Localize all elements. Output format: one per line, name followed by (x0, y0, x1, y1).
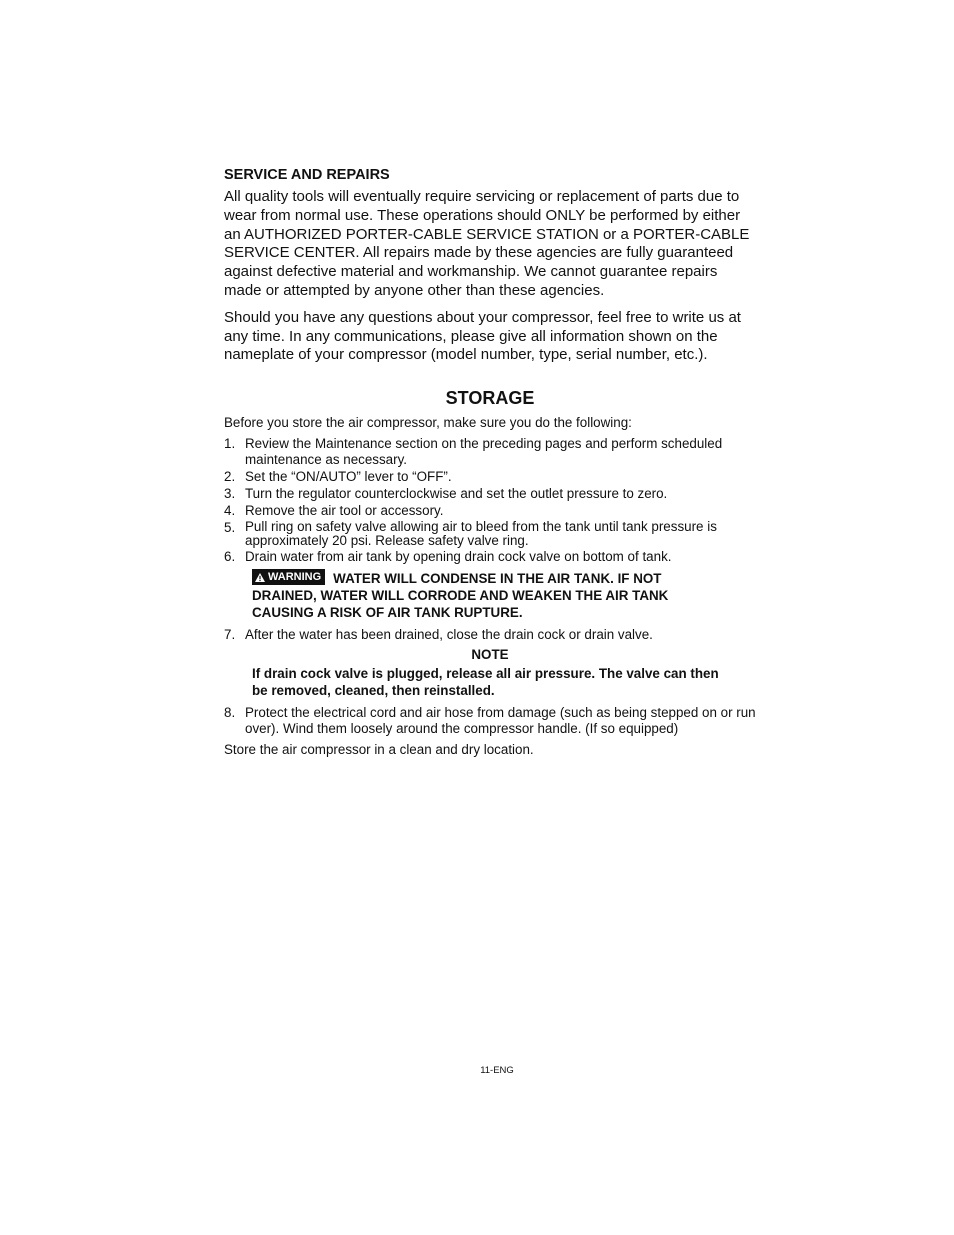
step-number: 6. (224, 548, 236, 564)
service-paragraph-2: Should you have any questions about your compressor, feel free to write us at any time. In any communications, please give all information shown on the nameplate of your compressor (model number, type, serial number, etc.). (224, 308, 741, 364)
step-number: 5. (224, 520, 236, 536)
step-item (224, 436, 756, 469)
step-item (224, 705, 756, 738)
step-number: 3. (224, 486, 236, 502)
step-text: After the water has been drained, close the drain cock or drain valve. (245, 627, 653, 643)
manual-page (224, 166, 756, 758)
warning-badge (252, 569, 325, 585)
step-number: 7. (224, 627, 236, 643)
step-item (224, 486, 756, 503)
step-item (224, 503, 756, 520)
step-item (224, 627, 756, 644)
service-heading: SERVICE AND REPAIRS (224, 167, 390, 183)
step-item (224, 549, 756, 566)
note-title: NOTE (471, 646, 509, 662)
page-number: 11-ENG (480, 1065, 514, 1076)
step-text: Remove the air tool or accessory. (245, 503, 444, 519)
warning-triangle-icon (255, 573, 265, 582)
step-number: 2. (224, 469, 236, 485)
step-number: 4. (224, 503, 236, 519)
storage-steps (224, 436, 756, 566)
step-text: Review the Maintenance section on the preceding pages and perform scheduled maintenance as necessary. (245, 435, 723, 468)
step-number: 8. (224, 704, 236, 720)
step-text: Turn the regulator counterclockwise and set the outlet pressure to zero. (245, 486, 668, 502)
step-item (224, 520, 756, 548)
storage-title: STORAGE (445, 388, 535, 409)
warning-badge-label: WARNING (268, 571, 322, 584)
note-text: If drain cock valve is plugged, release all air pressure. The valve can then be removed, cleaned, then reinstalled. (252, 665, 719, 698)
step-text: Set the “ON/AUTO” lever to “OFF”. (245, 469, 452, 485)
step-item (224, 469, 756, 486)
step-number: 1. (224, 435, 236, 451)
warning-block (252, 569, 722, 621)
warning-text: WATER WILL CONDENSE IN THE AIR TANK. IF NOT DRAINED, WATER WILL CORRODE AND WEAKEN THE AIR TANK CAUSING A RISK OF AIR TANK RUPTURE. (252, 571, 669, 621)
storage-steps-final (224, 705, 756, 738)
step-text: Protect the electrical cord and air hose from damage (such as being stepped on or run over). Wind them loosely around the compressor handle. (If so equipped) (245, 704, 756, 737)
step-text: Pull ring on safety valve allowing air to bleed from the tank until tank pressure is approximately 20 psi. Release safety valve ring. (245, 519, 717, 549)
storage-steps-continued (224, 627, 756, 644)
storage-closing: Store the air compressor in a clean and dry location. (224, 741, 534, 757)
service-paragraph-1: All quality tools will eventually require servicing or replacement of parts due to wear from normal use. These operations should ONLY be performed by either an AUTHORIZED PORTER-CABLE SERVICE STATION or a PORTER-CABLE SERVICE CENTER. All repairs made by these agencies are fully guaranteed against defective material and workmanship. We cannot guarantee repairs made or attempted by anyone other than these agencies. (224, 188, 750, 299)
step-text: Drain water from air tank by opening drain cock valve on bottom of tank. (245, 548, 672, 564)
storage-intro: Before you store the air compressor, make sure you do the following: (224, 415, 632, 431)
